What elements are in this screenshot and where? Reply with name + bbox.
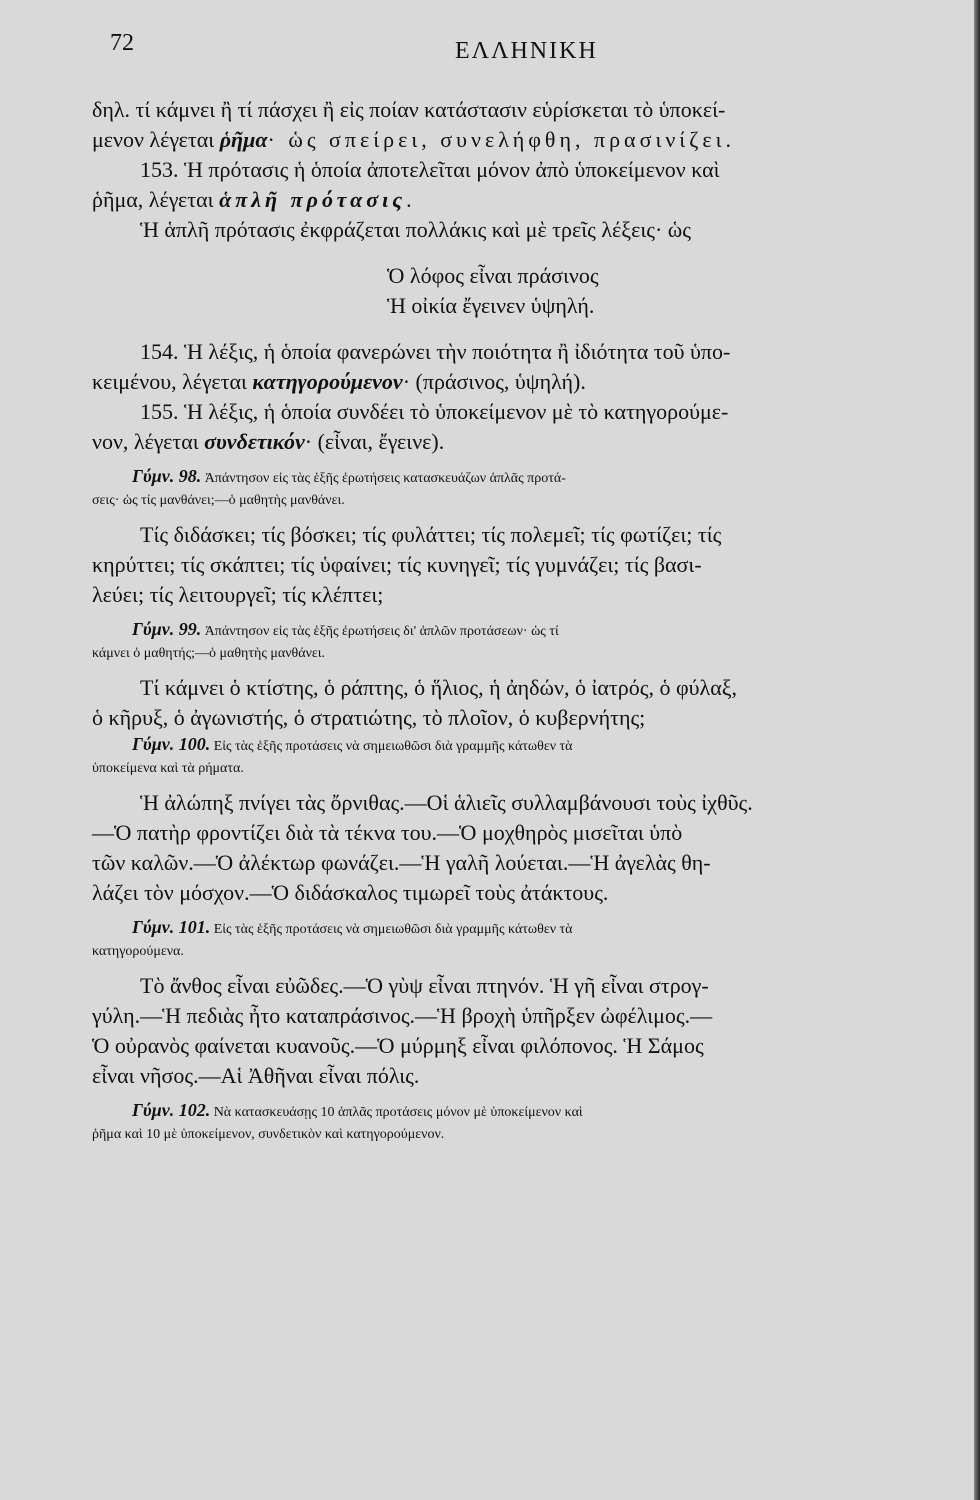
exercise-line: —Ὁ πατὴρ φροντίζει διὰ τὰ τέκνα του.—Ὁ μοχθηρὸς μισεῖται ὑπὸ: [92, 820, 683, 845]
exercise-line: τῶν καλῶν.—Ὁ ἀλέκτωρ φωνάζει.—Ἡ γαλῆ λούεται.—Ἡ ἀγελὰς θη-: [92, 850, 711, 875]
text-line: σεις· ὡς τίς μανθάνει;—ὁ μαθητὴς μανθάνει.: [92, 493, 345, 508]
exercise-101-instructions: [92, 916, 952, 941]
text-span: νον, λέγεται: [92, 429, 205, 454]
text-span: μενον λέγεται: [92, 127, 220, 152]
exercise-line: γύλη.—Ἡ πεδιὰς ἦτο καταπράσινος.—Ἡ βροχὴ ὑπῆρξεν ὠφέλιμος.—: [92, 1003, 713, 1028]
exercise-line: εἶναι νῆσος.—Αἱ Ἀθῆναι εἶναι πόλις.: [92, 1063, 420, 1088]
term-predicate: κατηγορούμενον: [252, 369, 403, 394]
exercise-98-instructions: [92, 465, 952, 490]
exercise-line: Τί κάμνει ὁ κτίστης, ὁ ράπτης, ὁ ἥλιος, ἡ ἀηδών, ὁ ἰατρός, ὁ φύλαξ,: [140, 675, 738, 700]
page-body: [92, 95, 952, 1146]
exercise-line: ὁ κῆρυξ, ὁ ἀγωνιστής, ὁ στρατιώτης, τὸ πλοῖον, ὁ κυβερνήτης;: [92, 705, 646, 730]
exercise-line: λεύει; τίς λειτουργεῖ; τίς κλέπτει;: [92, 582, 384, 607]
text-line: [92, 185, 952, 215]
text-span: Ἀπάντησον εἰς τὰς ἑξῆς ἐρωτήσεις κατασκευάζων ἁπλᾶς προτά-: [201, 471, 566, 486]
section-154-line: 154. Ἡ λέξις, ἡ ὁποία φανερώνει τὴν ποιότητα ἢ ἰδιότητα τοῦ ὑπο-: [140, 339, 731, 364]
exercise-label: Γύμν. 101.: [132, 917, 211, 937]
text-span: Ἀπάντησον εἰς τὰς ἑξῆς ἐρωτήσεις δι' ἁπλῶν προτάσεων· ὡς τί: [201, 624, 559, 639]
text-line: [92, 427, 952, 457]
text-line: [92, 125, 952, 155]
running-head: ΕΛΛΗΝΙΚΗ: [455, 38, 598, 64]
page-number: 72: [110, 30, 134, 56]
exercise-line: κηρύττει; τίς σκάπτει; τίς ὑφαίνει; τίς κυνηγεῖ; τίς γυμνάζει; τίς βασι-: [92, 552, 702, 577]
example-words: · ὡς σπείρει, συνελήφθη, πρασινίζει.: [267, 127, 735, 152]
example-sentence: Ὁ λόφος εἶναι πράσινος: [387, 263, 599, 288]
exercise-label: Γύμν. 99.: [132, 619, 202, 639]
text-span: Εἰς τὰς ἑξῆς προτάσεις νὰ σημειωθῶσι διὰ γραμμῆς κάτωθεν τὰ: [210, 922, 573, 937]
text-line: δηλ. τί κάμνει ἢ τί πάσχει ἢ εἰς ποίαν κατάστασιν εὑρίσκεται τὸ ὑποκεί-: [92, 97, 726, 122]
text-span: · (πράσινος, ὑψηλή).: [402, 369, 586, 394]
example-sentence: Ἡ οἰκία ἔγεινεν ὑψηλή.: [387, 293, 595, 318]
exercise-line: Ὁ οὐρανὸς φαίνεται κυανοῦς.—Ὁ μύρμηξ εἶναι φιλόπονος. Ἡ Σάμος: [92, 1033, 704, 1058]
text-span: · (εἶναι, ἔγεινε).: [304, 429, 445, 454]
exercise-label: Γύμν. 102.: [132, 1100, 211, 1120]
text-span: Νὰ κατασκευάσῃς 10 ἁπλᾶς προτάσεις μόνον μὲ ὑποκείμενον καὶ: [210, 1105, 583, 1120]
text-line: κατηγορούμενα.: [92, 944, 184, 959]
exercise-line: Ἡ ἀλώπηξ πνίγει τὰς ὄρνιθας.—Οἱ ἁλιεῖς συλλαμβάνουσι τοὺς ἰχθῦς.: [140, 790, 753, 815]
term-rhema: ῥῆμα: [219, 127, 268, 152]
text-line: ῥῆμα καὶ 10 μὲ ὑποκείμενον, συνδετικὸν καὶ κατηγορούμενον.: [92, 1127, 445, 1142]
exercise-102-instructions: [92, 1099, 952, 1124]
exercise-label: Γύμν. 100.: [132, 734, 211, 754]
text-span: .: [406, 187, 412, 212]
exercise-label: Γύμν. 98.: [132, 466, 202, 486]
section-153-line: 153. Ἡ πρότασις ἡ ὁποία ἀποτελεῖται μόνον ἀπὸ ὑποκείμενον καὶ: [140, 157, 720, 182]
text-line: Ἡ ἁπλῆ πρότασις ἐκφράζεται πολλάκις καὶ μὲ τρεῖς λέξεις· ὡς: [140, 217, 691, 242]
exercise-100-instructions: [92, 733, 952, 758]
exercise-line: Τὸ ἄνθος εἶναι εὐῶδες.—Ὁ γὺψ εἶναι πτηνόν. Ἡ γῆ εἶναι στρογ-: [140, 973, 709, 998]
exercise-line: λάζει τὸν μόσχον.—Ὁ διδάσκαλος τιμωρεῖ τοὺς ἀτάκτους.: [92, 880, 609, 905]
text-span: Εἰς τὰς ἑξῆς προτάσεις νὰ σημειωθῶσι διὰ γραμμῆς κάτωθεν τὰ: [210, 739, 573, 754]
text-line: ὑποκείμενα καὶ τὰ ρήματα.: [92, 761, 244, 776]
text-span: ῥῆμα, λέγεται: [92, 187, 220, 212]
section-155-line: 155. Ἡ λέξις, ἡ ὁποία συνδέει τὸ ὑποκείμενον μὲ τὸ κατηγορούμε-: [140, 399, 729, 424]
term-copula: συνδετικόν: [204, 429, 305, 454]
term-simple-sentence: ἁπλῆ πρότασις: [219, 187, 407, 212]
exercise-99-instructions: [92, 618, 952, 643]
text-line: [92, 367, 952, 397]
page-edge-shadow: [974, 0, 980, 1500]
page-header: [0, 28, 980, 68]
exercise-line: Τίς διδάσκει; τίς βόσκει; τίς φυλάττει; τίς πολεμεῖ; τίς φωτίζει; τίς: [140, 522, 722, 547]
text-span: κειμένου, λέγεται: [92, 369, 253, 394]
text-line: κάμνει ὁ μαθητής;—ὁ μαθητὴς μανθάνει.: [92, 646, 326, 661]
